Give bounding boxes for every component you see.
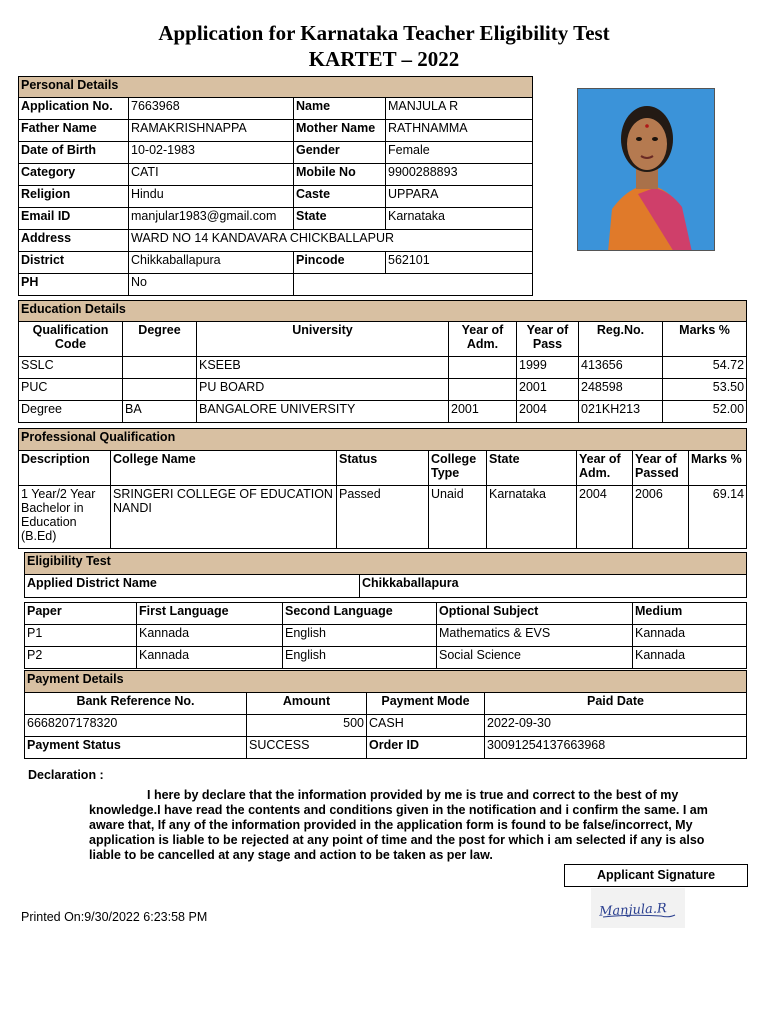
- label-order-id: Order ID: [367, 737, 485, 759]
- section-personal: Personal Details: [19, 77, 533, 98]
- label-father: Father Name: [19, 120, 129, 142]
- value-address: WARD NO 14 KANDAVARA CHICKBALLAPUR: [129, 230, 533, 252]
- header-state: State: [487, 451, 577, 486]
- header-university: University: [197, 322, 449, 357]
- value-name: MANJULA R: [386, 98, 533, 120]
- value-applied-district: Chikkaballapura: [360, 575, 747, 598]
- cell-year-adm: 2004: [577, 486, 633, 549]
- cell-marks: 69.14: [689, 486, 747, 549]
- value-dob: 10-02-1983: [129, 142, 294, 164]
- header-optional-subject: Optional Subject: [437, 603, 633, 625]
- label-app-no: Application No.: [19, 98, 129, 120]
- header-marks: Marks %: [663, 322, 747, 357]
- label-state: State: [294, 208, 386, 230]
- cell-qual: Degree: [19, 401, 123, 423]
- professional-table: [18, 428, 747, 549]
- value-mobile: 9900288893: [386, 164, 533, 186]
- value-category: CATI: [129, 164, 294, 186]
- value-email: manjular1983@gmail.com: [129, 208, 294, 230]
- table-row: [25, 647, 747, 669]
- header-reg-no: Reg.No.: [579, 322, 663, 357]
- applicant-photo: [577, 88, 715, 251]
- label-applied-district: Applied District Name: [25, 575, 360, 598]
- value-payment-mode: CASH: [367, 715, 485, 737]
- label-payment-status: Payment Status: [25, 737, 247, 759]
- table-row: [25, 737, 747, 759]
- cell-status: Passed: [337, 486, 429, 549]
- cell-pass: 1999: [517, 357, 579, 379]
- label-gender: Gender: [294, 142, 386, 164]
- label-category: Category: [19, 164, 129, 186]
- value-father: RAMAKRISHNAPPA: [129, 120, 294, 142]
- cell-marks: 54.72: [663, 357, 747, 379]
- cell-adm: [449, 379, 517, 401]
- empty-cell: [294, 274, 533, 296]
- value-pincode: 562101: [386, 252, 533, 274]
- cell-state: Karnataka: [487, 486, 577, 549]
- value-ph: No: [129, 274, 294, 296]
- header-medium: Medium: [633, 603, 747, 625]
- table-row: [25, 625, 747, 647]
- cell-reg: 413656: [579, 357, 663, 379]
- cell-reg: 248598: [579, 379, 663, 401]
- header-qualification-code: Qualification Code: [19, 322, 123, 357]
- payment-table: [24, 670, 747, 759]
- cell-optional-subject: Social Science: [437, 647, 633, 669]
- cell-description: 1 Year/2 Year Bachelor in Education (B.Ed): [19, 486, 111, 549]
- header-degree: Degree: [123, 322, 197, 357]
- cell-qual: PUC: [19, 379, 123, 401]
- page-title: Application for Karnataka Teacher Eligibility Test: [158, 21, 610, 45]
- label-address: Address: [19, 230, 129, 252]
- value-state: Karnataka: [386, 208, 533, 230]
- table-row: [19, 401, 747, 423]
- value-app-no: 7663968: [129, 98, 294, 120]
- header-first-language: First Language: [137, 603, 283, 625]
- label-mother: Mother Name: [294, 120, 386, 142]
- page-subtitle: KARTET – 2022: [308, 47, 460, 71]
- value-amount: 500: [247, 715, 367, 737]
- value-district: Chikkaballapura: [129, 252, 294, 274]
- label-ph: PH: [19, 274, 129, 296]
- cell-univ: BANGALORE UNIVERSITY: [197, 401, 449, 423]
- table-row: [19, 379, 747, 401]
- cell-marks: 53.50: [663, 379, 747, 401]
- header-bank-ref: Bank Reference No.: [25, 693, 247, 715]
- table-row: [19, 357, 747, 379]
- section-education: Education Details: [19, 301, 747, 322]
- cell-medium: Kannada: [633, 647, 747, 669]
- cell-first-language: Kannada: [137, 625, 283, 647]
- value-mother: RATHNAMMA: [386, 120, 533, 142]
- cell-paper: P1: [25, 625, 137, 647]
- cell-year-passed: 2006: [633, 486, 689, 549]
- cell-paper: P2: [25, 647, 137, 669]
- label-district: District: [19, 252, 129, 274]
- label-pincode: Pincode: [294, 252, 386, 274]
- cell-medium: Kannada: [633, 625, 747, 647]
- label-religion: Religion: [19, 186, 129, 208]
- cell-degree: BA: [123, 401, 197, 423]
- declaration-label: Declaration :: [28, 768, 104, 782]
- header-status: Status: [337, 451, 429, 486]
- label-mobile: Mobile No: [294, 164, 386, 186]
- paper-table: [24, 602, 747, 669]
- header-year-passed: Year of Passed: [633, 451, 689, 486]
- printed-on: Printed On:9/30/2022 6:23:58 PM: [21, 910, 208, 924]
- section-professional: Professional Qualification: [19, 429, 747, 451]
- header-year-pass: Year of Pass: [517, 322, 579, 357]
- table-row: [25, 715, 747, 737]
- signature-label: Applicant Signature: [564, 864, 748, 887]
- applicant-photo-image: [578, 89, 715, 251]
- education-table: [18, 300, 747, 423]
- cell-reg: 021KH213: [579, 401, 663, 423]
- cell-degree: [123, 379, 197, 401]
- header-description: Description: [19, 451, 111, 486]
- section-eligibility: Eligibility Test: [25, 553, 747, 575]
- value-gender: Female: [386, 142, 533, 164]
- section-payment: Payment Details: [25, 671, 747, 693]
- header-college-type: College Type: [429, 451, 487, 486]
- table-row: [19, 486, 747, 549]
- header-payment-mode: Payment Mode: [367, 693, 485, 715]
- cell-pass: 2004: [517, 401, 579, 423]
- eligibility-header-table: [24, 552, 747, 598]
- svg-text:Manjula.R: Manjula.R: [598, 901, 668, 920]
- label-email: Email ID: [19, 208, 129, 230]
- label-name: Name: [294, 98, 386, 120]
- cell-univ: PU BOARD: [197, 379, 449, 401]
- cell-second-language: English: [283, 625, 437, 647]
- header-paper: Paper: [25, 603, 137, 625]
- header-amount: Amount: [247, 693, 367, 715]
- declaration-text: I here by declare that the information provided by me is true and correct to the best of my knowledge.I have read the contents and conditions given in the notification and i confirm the same. I am aware that, If any of the information provided in the application form is found to be false/incorrect, My application is liable to be rejected at any point of time and the post for which i am selected if any is also liable to be cancelled at any stage and action to be taken as per law.: [89, 788, 708, 862]
- value-bank-ref: 6668207178320: [25, 715, 247, 737]
- value-caste: UPPARA: [386, 186, 533, 208]
- cell-first-language: Kannada: [137, 647, 283, 669]
- cell-univ: KSEEB: [197, 357, 449, 379]
- header-year-adm: Year of Adm.: [449, 322, 517, 357]
- label-dob: Date of Birth: [19, 142, 129, 164]
- cell-second-language: English: [283, 647, 437, 669]
- cell-college-type: Unaid: [429, 486, 487, 549]
- personal-details-table: [18, 76, 533, 296]
- signature-image: [591, 888, 685, 928]
- cell-college-name: SRINGERI COLLEGE OF EDUCATION NANDI: [111, 486, 337, 549]
- cell-marks: 52.00: [663, 401, 747, 423]
- value-payment-status: SUCCESS: [247, 737, 367, 759]
- header-paid-date: Paid Date: [485, 693, 747, 715]
- header-second-language: Second Language: [283, 603, 437, 625]
- cell-optional-subject: Mathematics & EVS: [437, 625, 633, 647]
- signature-drawing: [591, 888, 685, 928]
- cell-adm: [449, 357, 517, 379]
- cell-degree: [123, 357, 197, 379]
- header-year-adm: Year of Adm.: [577, 451, 633, 486]
- header-marks: Marks %: [689, 451, 747, 486]
- cell-qual: SSLC: [19, 357, 123, 379]
- value-order-id: 30091254137663968: [485, 737, 747, 759]
- cell-pass: 2001: [517, 379, 579, 401]
- label-caste: Caste: [294, 186, 386, 208]
- value-paid-date: 2022-09-30: [485, 715, 747, 737]
- header-college-name: College Name: [111, 451, 337, 486]
- value-religion: Hindu: [129, 186, 294, 208]
- cell-adm: 2001: [449, 401, 517, 423]
